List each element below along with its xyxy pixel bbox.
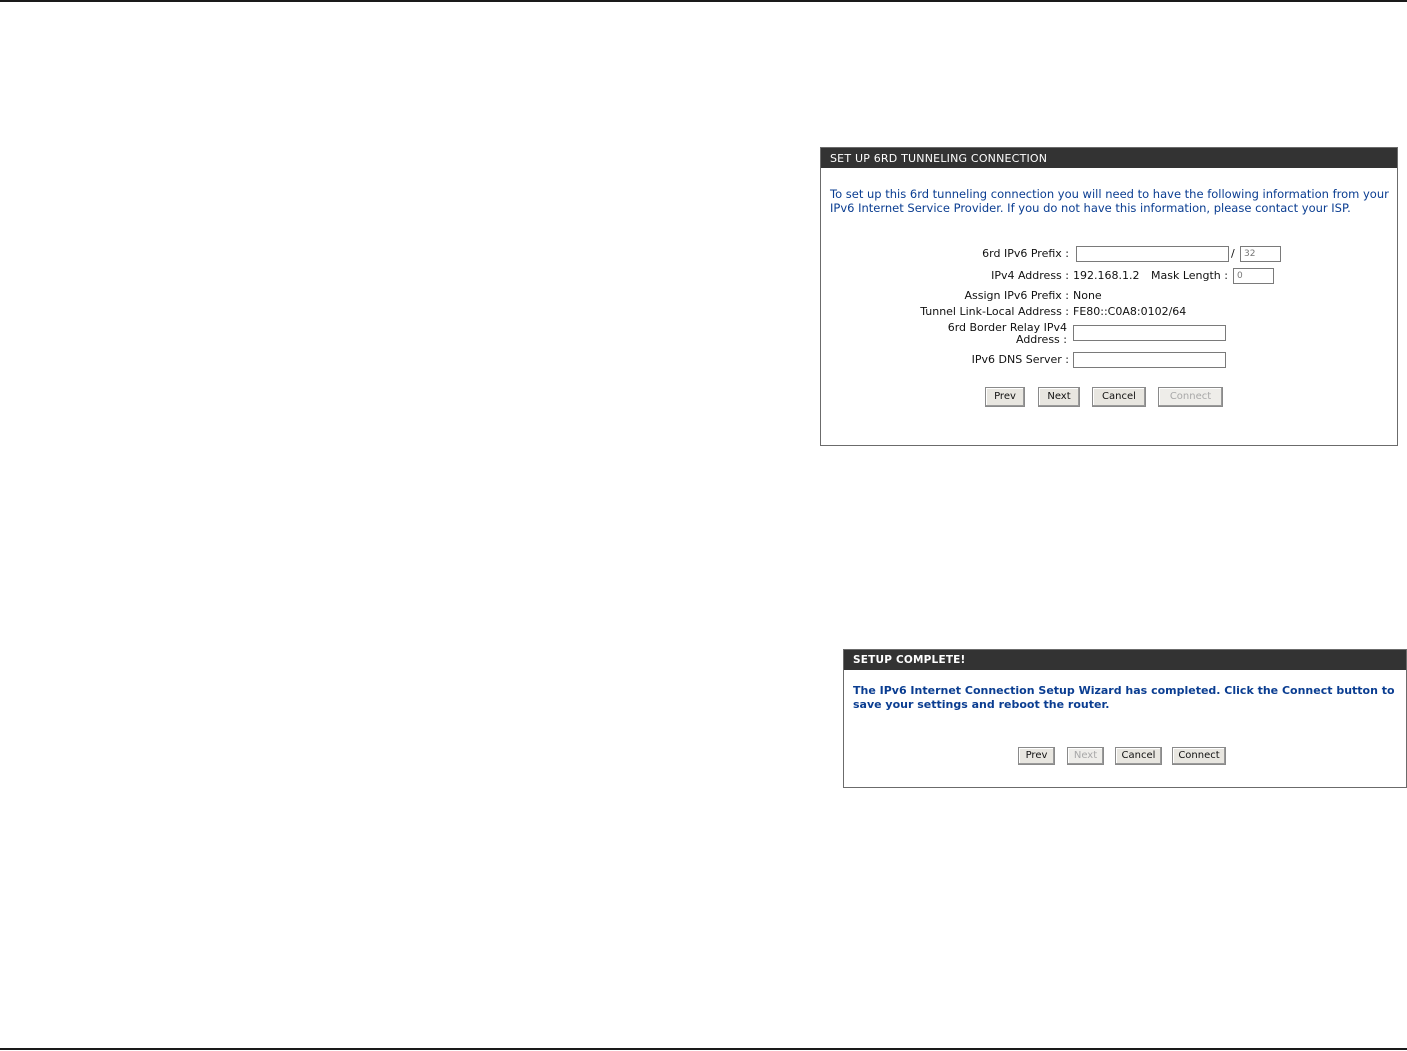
ipv4-value: 192.168.1.2: [1073, 269, 1140, 282]
connect-button[interactable]: Connect: [1158, 387, 1223, 407]
relay-address-input[interactable]: [1073, 325, 1226, 341]
complete-message: The IPv6 Internet Connection Setup Wizard has completed. Click the Connect button to save your settings and reboot the router.: [853, 684, 1395, 711]
tunnel-address-value: FE80::C0A8:0102/64: [1073, 305, 1187, 318]
dns-label: IPv6 DNS Server :: [971, 353, 1069, 366]
panel-intro: To set up this 6rd tunneling connection you will need to have the following information from your IPv6 Internet Service Provider. If you do not have this information, please contact your ISP.: [830, 187, 1389, 215]
tunnel-address-row: [821, 303, 1397, 321]
next-button[interactable]: Next: [1067, 747, 1104, 765]
prefix-separator: /: [1231, 247, 1235, 260]
mask-length-label: Mask Length :: [1151, 269, 1228, 282]
assign-prefix-label: Assign IPv6 Prefix :: [964, 289, 1069, 302]
relay-label-line2: Address :: [1015, 333, 1067, 346]
prev-button[interactable]: Prev: [985, 387, 1025, 407]
cancel-button[interactable]: Cancel: [1092, 387, 1146, 407]
setup-complete-panel: [843, 649, 1407, 788]
dns-row: [821, 351, 1397, 369]
prefix-label: 6rd IPv6 Prefix :: [982, 247, 1069, 260]
ipv4-row: [821, 267, 1397, 285]
next-button[interactable]: Next: [1038, 387, 1080, 407]
relay-label: [948, 322, 1067, 346]
tunnel-setup-panel: [820, 147, 1398, 446]
assign-prefix-value: None: [1073, 289, 1102, 302]
cancel-button[interactable]: Cancel: [1115, 747, 1162, 765]
prefix-row: [821, 245, 1397, 263]
prefix-input[interactable]: [1076, 246, 1229, 262]
prefix-length-input[interactable]: [1240, 246, 1281, 262]
panel-title: SETUP COMPLETE!: [844, 650, 1406, 670]
relay-label-line1: 6rd Border Relay IPv4: [947, 321, 1067, 334]
bottom-rule: [0, 1048, 1407, 1050]
relay-row: [821, 321, 1397, 347]
panel-title: SET UP 6RD TUNNELING CONNECTION: [821, 148, 1397, 168]
mask-length-input[interactable]: [1233, 268, 1274, 284]
prev-button[interactable]: Prev: [1018, 747, 1055, 765]
top-rule: [0, 0, 1407, 2]
dns-server-input[interactable]: [1073, 352, 1226, 368]
connect-button[interactable]: Connect: [1172, 747, 1226, 765]
ipv4-label: IPv4 Address :: [991, 269, 1069, 282]
tunnel-address-label: Tunnel Link-Local Address :: [920, 305, 1069, 318]
